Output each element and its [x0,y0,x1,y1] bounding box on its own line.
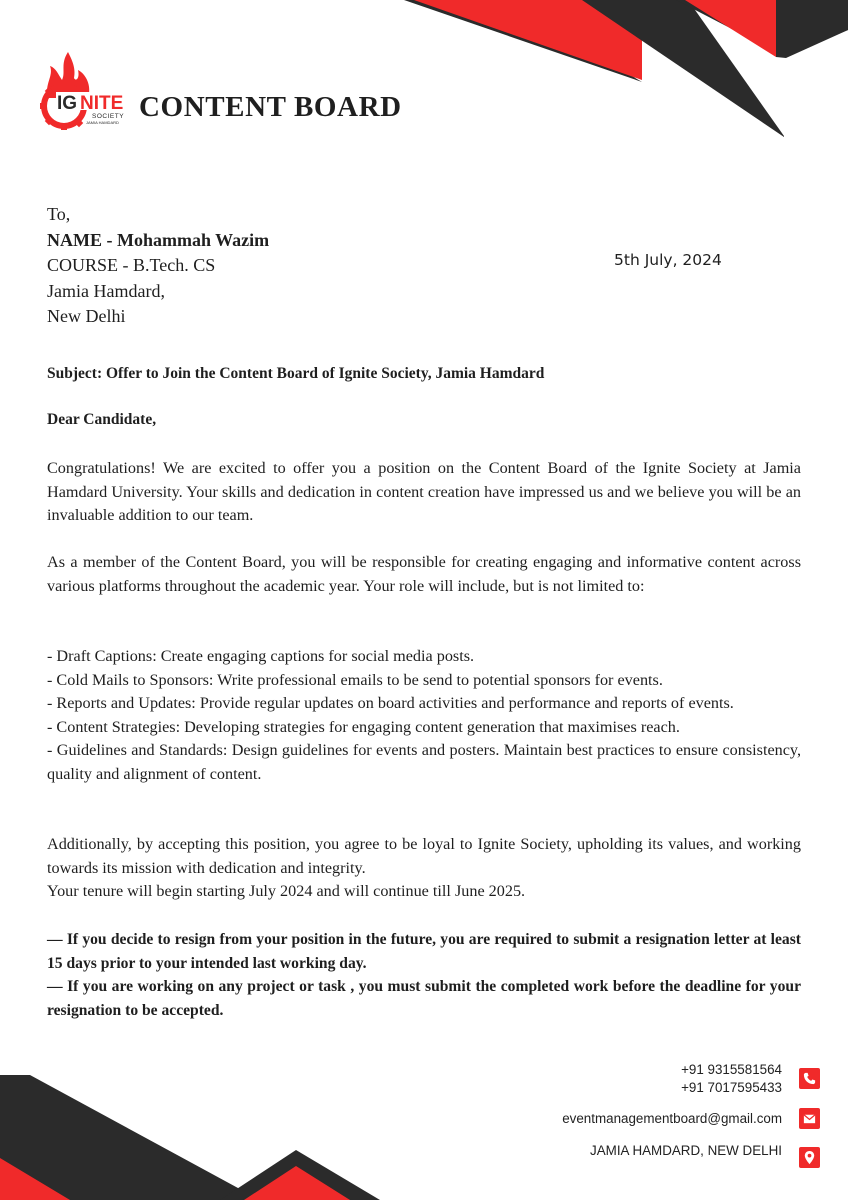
mail-icon [799,1108,820,1129]
phone-number-1: +91 9315581564 [681,1062,782,1077]
paragraph-text: As a member of the Content Board, you will be responsible for creating engaging and informative content across various platforms throughout the academic year. Your role will include, but is not limited to: [47,553,801,595]
phone-number-2: +91 7017595433 [681,1079,782,1095]
to-line: To, [47,204,71,224]
email-address[interactable]: eventmanagementboard@gmail.com [562,1111,782,1126]
additional-paragraph [47,833,801,904]
role-paragraph [47,551,801,598]
responsibility-list [47,645,801,786]
recipient-address [47,202,269,330]
list-item: - Draft Captions: Create engaging captions for social media posts. [47,647,475,665]
phone-numbers [681,1061,782,1096]
location-pin-icon [799,1147,820,1168]
note-item: — If you decide to resign from your position in the future, you are required to submit a resignation letter at least 15 days prior to your intended last working day. [47,931,801,972]
svg-text:JAMIA HAMDARD: JAMIA HAMDARD [86,120,119,125]
resignation-notes [47,928,801,1022]
paragraph-text: Additionally, by accepting this position, you agree to be loyal to Ignite Society, upholding its values, and working towards its mission with dedication and integrity. [47,835,801,877]
list-item: - Guidelines and Standards: Design guidelines for events and posters. Maintain best practices to ensure consistency, quality and alignment of content. [47,741,801,783]
note-item: — If you are working on any project or task , you must submit the completed work before the deadline for your resignation to be accepted. [47,978,801,1019]
recipient-city: New Delhi [47,306,126,327]
svg-text:SOCIETY: SOCIETY [92,113,125,120]
list-item: - Reports and Updates: Provide regular updates on board activities and performance and reports of events. [47,694,734,712]
letter-date: 5th July, 2024 [614,251,722,269]
svg-text:NITE: NITE [80,93,124,114]
address-text: JAMIA HAMDARD, NEW DELHI [590,1143,782,1158]
svg-text:IG: IG [57,93,78,114]
board-title: CONTENT BOARD [139,91,402,123]
paragraph-text: Congratulations! We are excited to offer you a position on the Content Board of the Ignite Society at Jamia Hamdard University. Your skills and dedication in content creation have impressed us and we believe you will be an invaluable addition to our team. [47,459,801,524]
recipient-institution: Jamia Hamdard, [47,280,165,301]
tenure-text: Your tenure will begin starting July 2024 and will continue till June 2025. [47,882,526,900]
recipient-name: NAME - Mohammah Wazim [47,229,270,250]
phone-icon [799,1068,820,1089]
list-item: - Cold Mails to Sponsors: Write professional emails to be send to potential sponsors for events. [47,670,663,689]
salutation: Dear Candidate, [47,411,157,428]
recipient-course: COURSE - B.Tech. CS [47,255,216,276]
subject-line: Subject: Offer to Join the Content Board of Ignite Society, Jamia Hamdard [47,365,545,382]
intro-paragraph [47,457,801,528]
list-item: - Content Strategies: Developing strategies for engaging content generation that maximises reach. [47,717,680,736]
ignite-society-logo [38,46,130,138]
